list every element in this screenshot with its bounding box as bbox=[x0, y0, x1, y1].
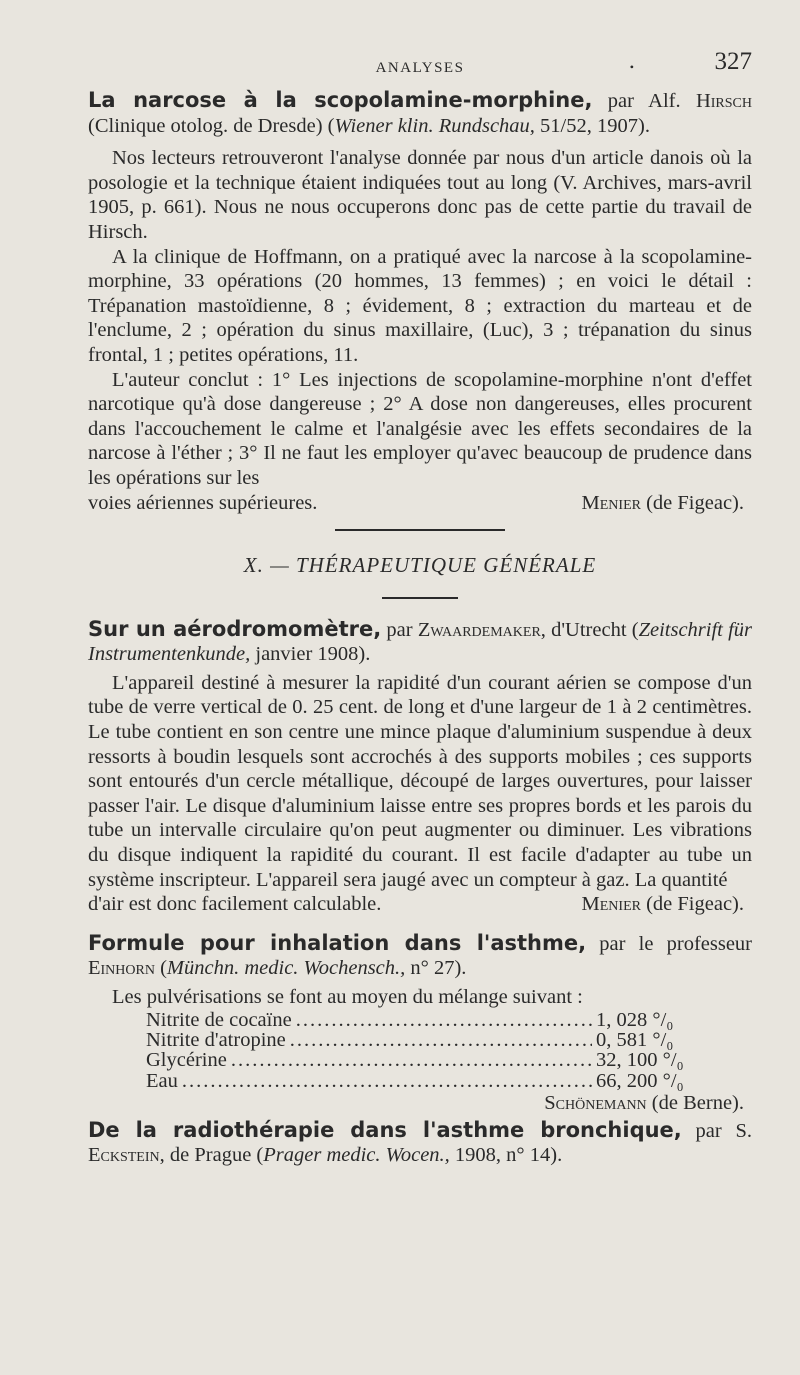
citation-text: n° 27). bbox=[405, 957, 467, 980]
signature-line bbox=[88, 491, 752, 516]
signature-place: (de Figeac). bbox=[640, 893, 744, 916]
byline-text: par Alf. bbox=[592, 90, 696, 112]
affiliation-text: (Clinique otolog. de Dresde) ( bbox=[88, 114, 335, 137]
paragraph-end: voies aériennes supérieures. bbox=[88, 491, 318, 514]
ingredient-name: Eau bbox=[146, 1069, 178, 1092]
signature-name: Menier bbox=[581, 893, 641, 916]
byline-text: par bbox=[381, 618, 418, 641]
page-number: 327 bbox=[714, 48, 752, 75]
citation-text: 51/52, 1907). bbox=[534, 114, 650, 137]
article-radiotherapie bbox=[88, 1118, 752, 1168]
ingredient-value: 32, 100 °/₀ bbox=[596, 1049, 684, 1072]
header-mark: • bbox=[629, 60, 634, 74]
affiliation-text: de Prague ( bbox=[164, 1144, 264, 1167]
article-heading bbox=[88, 88, 752, 138]
leader-dots bbox=[296, 1010, 592, 1030]
author-name: Einhorn bbox=[88, 957, 155, 980]
ingredient-name: Nitrite d'atropine bbox=[146, 1028, 286, 1051]
paragraph: L'auteur conclut : 1° Les injections de scopolamine-morphine n'ont d'effet narcotique qu'à dose dangereuse ; 2° A dose non dangereuses, elles procurent dans l'accouchement le calme et l'analgésie avec les effets secondaires de la narcose à l'éther ; 3° Il ne faut les employer qu'avec beaucoup de prudence dans les opérations sur les bbox=[88, 368, 752, 489]
byline-text: par S. bbox=[681, 1119, 752, 1142]
ingredient-value: 66, 200 °/₀ bbox=[596, 1069, 684, 1092]
leader-dots bbox=[290, 1030, 592, 1050]
leader-dots bbox=[231, 1050, 592, 1070]
journal-name: Münchn. medic. Wochensch., bbox=[166, 957, 406, 980]
formula-row bbox=[146, 1010, 716, 1030]
section-rule-bottom bbox=[382, 597, 458, 599]
affiliation-text: d'Utrecht ( bbox=[545, 618, 639, 641]
paragraph: A la clinique de Hoffmann, on a pratiqué avec la narcose à la scopolamine-morphine, 33 opérations (20 hommes, 13 femmes) ; en voici le détail : Trépanation mastoïdienne, 8 ; évidement, 8 ; extraction du marteau et de l'enclume, 2 ; opération du sinus maxillaire, (Luc), 3 ; trépanation du sinus frontal, 1 ; petites opérations, 11. bbox=[88, 245, 752, 366]
article-aerodromometre bbox=[88, 617, 752, 917]
article-heading bbox=[88, 1118, 752, 1168]
signature bbox=[88, 1091, 752, 1116]
signature-line bbox=[88, 892, 752, 917]
article-title: Sur un aérodromomètre, bbox=[88, 616, 382, 641]
signature bbox=[582, 892, 752, 917]
citation-text: janvier 1908). bbox=[250, 643, 371, 666]
leader-dots bbox=[182, 1071, 592, 1091]
ingredient-value: 1, 028 °/₀ bbox=[596, 1008, 674, 1031]
signature bbox=[582, 491, 752, 516]
article-formule-asthme bbox=[88, 931, 752, 1116]
formula-row bbox=[146, 1030, 716, 1050]
article-heading bbox=[88, 617, 752, 667]
formula-row bbox=[146, 1071, 716, 1091]
citation-text: 1908, n° 14). bbox=[449, 1144, 563, 1167]
running-header bbox=[88, 0, 752, 88]
section-title: X. — THÉRAPEUTIQUE GÉNÉRALE bbox=[243, 553, 597, 578]
article-title: De la radiothérapie dans l'asthme bronchique, bbox=[88, 1117, 682, 1142]
article-heading bbox=[88, 931, 752, 981]
article-title: Formule pour inhalation dans l'asthme, bbox=[88, 930, 587, 955]
signature-name: Schönemann bbox=[544, 1092, 647, 1115]
paragraph: L'appareil destiné à mesurer la rapidité d'un courant aérien se compose d'un tube de verre vertical de 0. 25 cent. de long et d'une largeur de 1 à 2 centimètres. Le tube contient en son centre une mince plaque d'aluminium suspendue à deux ressorts à boudin lesquels sont accrochés à des supports mobiles ; ces supports sont entourés d'un cercle métallique, découpé de larges ouvertures, pour laisser passer l'air. Le disque d'aluminium laisse entre ses propres bords et les parois du tube un intervalle circulaire qu'on peut augmenter ou diminuer. Les vibrations du disque indiquent la rapidité du courant. Il est facile d'adapter au tube un système inscripteur. L'appareil sera jaugé avec un compteur à gaz. La quantité bbox=[88, 671, 752, 891]
formula-row bbox=[146, 1050, 716, 1070]
journal-name: Prager medic. Wocen., bbox=[263, 1144, 450, 1167]
paragraph-end: d'air est donc facilement calculable. bbox=[88, 893, 382, 916]
signature-name: Menier bbox=[581, 491, 641, 514]
signature-place: (de Figeac). bbox=[640, 491, 744, 514]
signature-place: (de Berne). bbox=[646, 1092, 744, 1115]
article-scopolamine bbox=[88, 88, 752, 515]
ingredient-name: Glycérine bbox=[146, 1049, 227, 1072]
formula-list bbox=[146, 1010, 716, 1092]
ingredient-value: 0, 581 °/₀ bbox=[596, 1028, 674, 1051]
paragraph: Les pulvérisations se font au moyen du mélange suivant : bbox=[112, 985, 583, 1008]
author-name: Zwaardemaker, bbox=[417, 618, 546, 641]
paragraph: Nos lecteurs retrouveront l'analyse donnée par nous d'un article danois où la posologie et la technique étaient indiquées tout au long (V. Archives, mars-avril 1905, p. 661). Nous ne nous occuperons donc pas de cette partie du travail de Hirsch. bbox=[88, 147, 752, 243]
author-name: Hirsch bbox=[695, 90, 753, 112]
byline-text: par le professeur bbox=[586, 932, 752, 955]
running-title: ANALYSES bbox=[375, 60, 465, 76]
ingredient-name: Nitrite de cocaïne bbox=[146, 1008, 292, 1031]
author-name: Eckstein, bbox=[88, 1144, 165, 1167]
journal-name: Zeitschrift für Instrumentenkunde, bbox=[88, 618, 752, 666]
article-title: La narcose à la scopolamine-morphine, bbox=[88, 88, 593, 112]
section-rule-top bbox=[335, 529, 505, 531]
journal-name: Wiener klin. Rundschau, bbox=[334, 114, 535, 137]
affiliation-text: ( bbox=[154, 957, 167, 980]
